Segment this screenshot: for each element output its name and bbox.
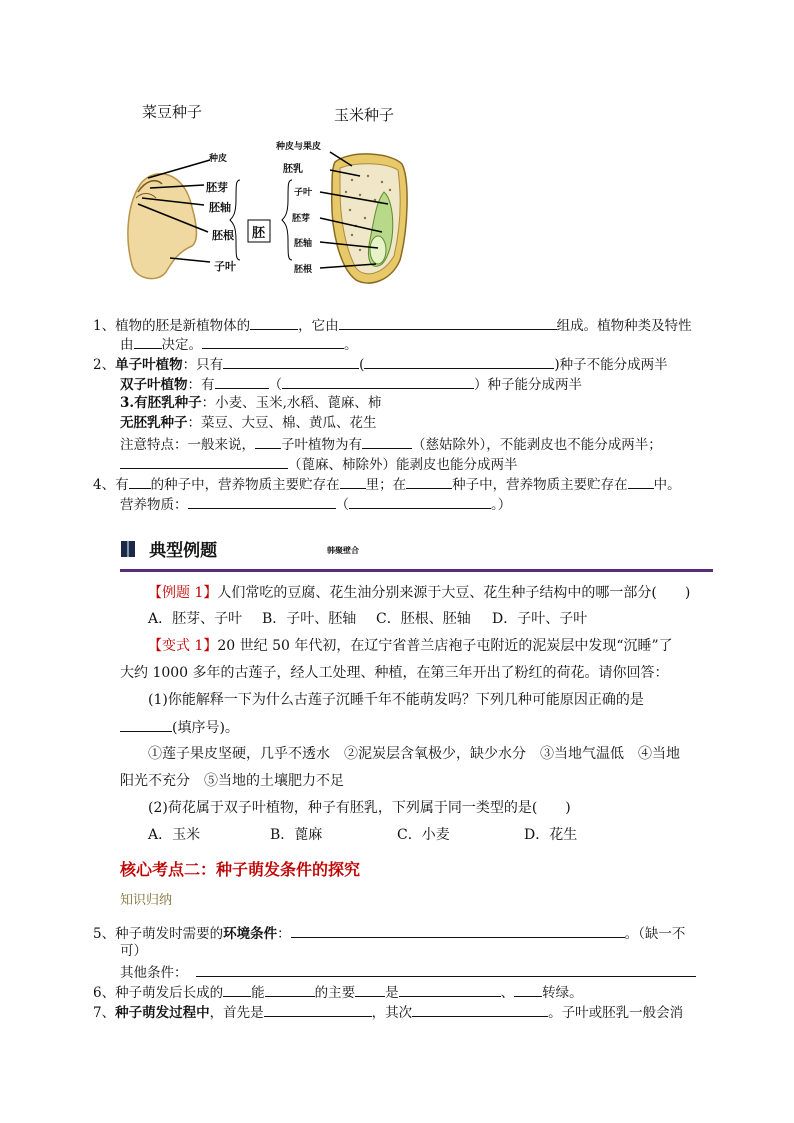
embryo-box-label: 胚 <box>252 226 266 241</box>
variant-1-option-d: D．花生 <box>524 827 578 843</box>
question-5-line-2: 可） <box>120 943 147 959</box>
question-3-line-3: 注意特点：一般来说， 子叶植物为有 （慈姑除外），不能剥皮也不能分成两半； <box>120 433 662 455</box>
seed-structure-illustration <box>120 140 420 300</box>
variant-1-line-4: (填序号)。 <box>120 716 239 739</box>
bean-label-hypocotyl: 胚轴 <box>209 201 231 214</box>
book-icon <box>120 540 136 558</box>
example-1-option-a: A．胚芽、子叶 <box>148 611 243 627</box>
question-6: 6、种子萌发后长成的 能 的主要 是 、 转绿。 <box>93 981 583 1003</box>
question-5-line-3: 其他条件： <box>120 961 696 983</box>
bean-seed-title: 菜豆种子 <box>142 103 203 121</box>
question-1-line-1: 1、植物的胚是新植物体的 ，它由 组成。植物种类及特性 <box>93 314 692 336</box>
corn-label-seed-fruit-coat: 种皮与果皮 <box>276 142 322 152</box>
question-1-line-2: 由 决定。 。 <box>120 333 358 355</box>
corn-seed-title: 玉米种子 <box>334 106 395 124</box>
variant-1-option-b: B．蓖麻 <box>270 827 323 843</box>
corn-label-plumule: 胚芽 <box>292 214 311 224</box>
variant-1-option-a: A．玉米 <box>148 827 201 843</box>
question-2-line-1: 2、单子叶植物：只有 ( )种子不能分成两半 <box>93 353 668 375</box>
variant-1-line-6: 阳光不充分 ⑤当地的土壤肥力不足 <box>120 773 344 789</box>
variant-1-line-5: ①莲子果皮坚硬，几乎不透水 ②泥炭层含氧极少，缺少水分 ③当地气温低 ④当地 <box>148 746 680 762</box>
variant-1-line-1: 【变式 1】20 世纪 50 年代初，在辽宁省普兰店袍子屯附近的泥炭层中发现“沉睡”了 <box>148 638 673 654</box>
corn-label-radicle: 胚根 <box>294 265 313 275</box>
variant-1-line-7: (2)荷花属于双子叶植物，种子有胚乳，下列属于同一类型的是( ) <box>148 800 571 816</box>
section-subtitle: 韩聚壁合 <box>327 545 359 555</box>
core-point-title: 核心考点二：种子萌发条件的探究 <box>120 860 361 879</box>
example-1-question: 【例题 1】人们常吃的豆腐、花生油分别来源于大豆、花生种子结构中的哪一部分( ) <box>148 585 691 601</box>
question-4-line-1: 4、有 的种子中，营养物质主要贮存在 里；在 种子中，营养物质主要贮存在 中。 <box>93 473 681 495</box>
example-1-option-c: C．胚根、胚轴 <box>376 611 471 627</box>
question-4-line-2: 营养物质： （ 。） <box>120 493 511 515</box>
question-3-line-2: 无胚乳种子：菜豆、大豆、棉、黄瓜、花生 <box>120 415 377 431</box>
question-5-line-1: 5、种子萌发时需要的环境条件： 。（缺一不 <box>93 922 685 944</box>
bean-label-plumule: 胚芽 <box>206 181 228 194</box>
bean-label-seed-coat: 种皮 <box>209 154 228 164</box>
bean-label-cotyledon: 子叶 <box>214 260 236 273</box>
section-divider <box>120 569 713 572</box>
bean-seed-shape <box>128 174 197 279</box>
question-3-line-4: （蓖麻、柿除外）能剥皮也能分成两半 <box>120 453 518 475</box>
question-3-line-1: 3.有胚乳种子：小麦、玉米,水稻、蓖麻、柿 <box>120 395 382 411</box>
variant-1-line-2: 大约 1000 多年的古莲子，经人工处理、种植，在第三年开出了粉红的荷花。请你回答： <box>120 665 669 681</box>
corn-label-hypocotyl: 胚轴 <box>294 239 313 249</box>
section-header <box>120 536 217 561</box>
corn-label-cotyledon: 子叶 <box>294 188 313 198</box>
knowledge-summary-label: 知识归纳 <box>120 893 173 908</box>
bean-label-radicle: 胚根 <box>212 229 234 242</box>
question-2-line-2: 双子叶植物：有 （ ）种子能分成两半 <box>120 373 582 395</box>
variant-1-option-c: C．小麦 <box>397 827 450 843</box>
variant-1-line-3: (1)你能解释一下为什么古莲子沉睡千年不能萌发吗？下列几种可能原因正确的是 <box>148 692 644 708</box>
example-1-option-b: B．子叶、胚轴 <box>262 611 357 627</box>
example-1-option-d: D．子叶、子叶 <box>492 611 588 627</box>
corn-label-endosperm: 胚乳 <box>283 164 303 175</box>
section-title: 典型例题 <box>149 541 218 561</box>
question-7: 7、种子萌发过程中，首先是 ，其次 。子叶或胚乳一般会消 <box>93 1001 683 1023</box>
